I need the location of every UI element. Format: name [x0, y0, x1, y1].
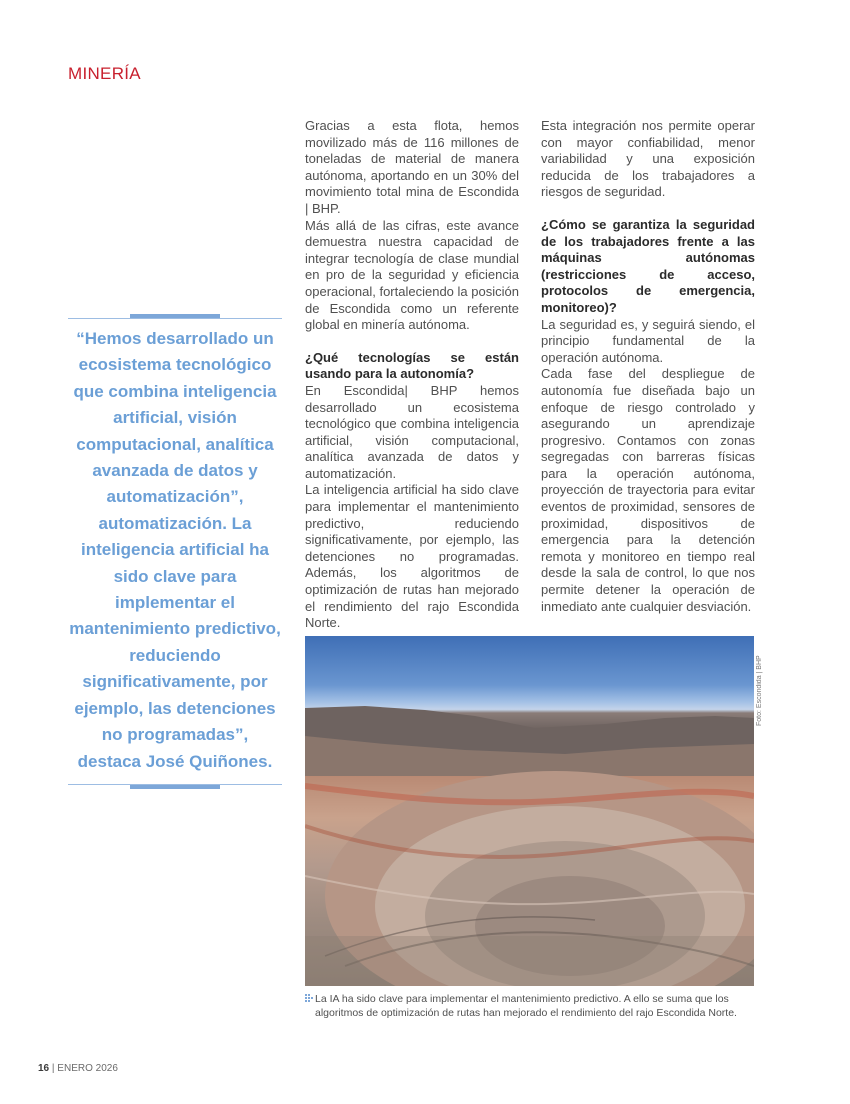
section-title: MINERÍA: [68, 64, 141, 83]
photo-caption: [305, 993, 757, 1020]
issue-date: ENERO 2026: [57, 1063, 118, 1074]
mine-illustration: [305, 636, 754, 986]
pull-quote-bottom-bar: [130, 785, 220, 789]
page-folio: [38, 1063, 118, 1074]
paragraph: Cada fase del despliegue de autonomía fue diseñada bajo un enfoque de riesgo controlado y asegurando un aprendizaje progresivo. Contamos con zonas segregadas con barreras físicas para la operación autónoma, proyección de trayectoria para evitar eventos de proximidad, sensores de proximidad, dispositivos de emergencia para la detención remota y monitoreo en tiempo real desde la sala de control, lo que nos permite detener la operación de inmediato ante cualquier desviación.: [541, 366, 755, 614]
paragraph: Más allá de las cifras, este avance demuestra nuestra capacidad de integrar tecnología de clase mundial en pro de la seguridad y eficiencia operacional, fortaleciendo la posición de Escondida como un referente global en minería autónoma.: [305, 217, 519, 333]
paragraph: Gracias a esta flota, hemos movilizado más de 116 millones de toneladas de material de manera autónoma, aportando en un 30% del movimiento total mina de Escondida | BHP.: [305, 118, 519, 216]
paragraph: La seguridad es, y seguirá siendo, el principio fundamental de la operación autónoma.: [541, 316, 755, 365]
folio-separator: |: [51, 1063, 55, 1074]
photo-credit: Foto: Escondida | BHP: [756, 655, 763, 726]
subheading: ¿Cómo se garantiza la seguridad de los trabajadores frente a las máquinas autónomas (restricciones de acceso, protocolos de emergencia, monitoreo)?: [541, 216, 755, 315]
paragraph: Esta integración nos permite operar con mayor confiabilidad, menor variabilidad y una exposición reducida de los trabajadores a riesgos de seguridad.: [541, 118, 755, 200]
caption-marker-icon: [305, 994, 313, 1004]
paragraph: En Escondida| BHP hemos desarrollado un ecosistema tecnológico que combina inteligencia artificial, visión computacional, analítica avanzada de datos y automatización.: [305, 382, 519, 481]
pull-quote-text: “Hemos desarrollado un ecosistema tecnológico que combina inteligencia artificial, visión computacional, analítica avanzada de datos y automatización”, automatización. La inteligencia artificial ha sido clave para implementar el mantenimiento predictivo, reduciendo significativamente, por ejemplo, las detenciones no programadas”, destaca José Quiñones.: [69, 329, 281, 771]
article-column-2: [541, 118, 755, 615]
article-column-1: [305, 118, 519, 632]
caption-text: La IA ha sido clave para implementar el mantenimiento predictivo. A ello se suma que los algoritmos de optimización de rutas han mejorado el rendimiento del rajo Escondida Norte.: [315, 993, 737, 1019]
page-number: 16: [38, 1063, 50, 1074]
subheading: ¿Qué tecnologías se están usando para la autonomía?: [305, 349, 519, 382]
paragraph: La inteligencia artificial ha sido clave para implementar el mantenimiento predictivo, reduciendo significativamente, por ejemplo, las detenciones no programadas. Además, los algoritmos de optimización de rutas han mejorado el rendimiento del rajo Escondida Norte.: [305, 482, 519, 631]
open-pit-mine-photo: [305, 636, 754, 986]
pull-quote-top-rule: [68, 318, 282, 319]
